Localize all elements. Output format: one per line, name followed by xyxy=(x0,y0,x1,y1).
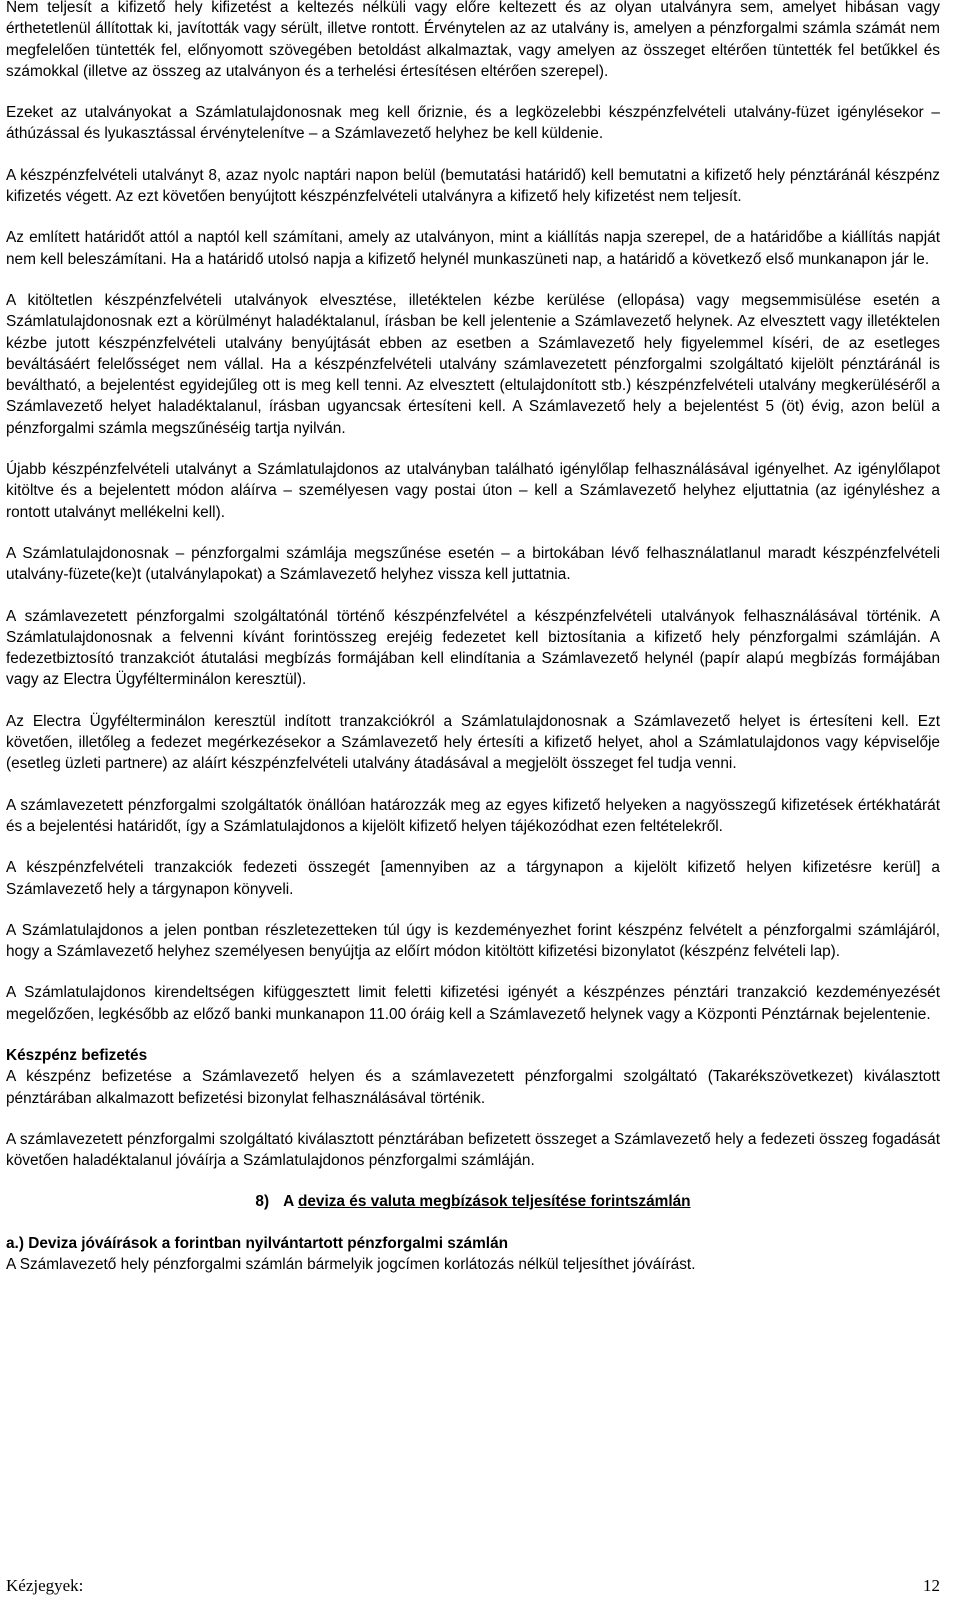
paragraph-withdrawal-slip: A Számlatulajdonos a jelen pontban részletezetteken túl úgy is kezdeményezhet forint készpénz felvételt a pénzforgalmi számlájáról, hogy a Számlavezető helyhez személyesen benyújtja az előírt módon kitöltött kifizetési bizonylatot (készpénz felvételi lap). xyxy=(6,921,940,961)
paragraph-cash-withdrawal: A számlavezetett pénzforgalmi szolgáltatónál történő készpénzfelvétel a készpénzfelvételi utalványok felhasználásával történik. A Számlatulajdonosnak a felvenni kívánt forintösszeg erejéig fedezetet kell biztosítania a kifizető hely pénzforgalmi számláján. A fedezetbiztosító tranzakciót átutalási megbízás formájában kell elindítania a Számlavezető helynél (papír alapú megbízás formájában vagy az Electra Ügyfélterminálon keresztül). xyxy=(6,607,940,689)
section-title-underlined: deviza és valuta megbízások teljesítése forintszámlán xyxy=(297,1193,691,1211)
paragraph-subsection-a: A Számlavezető hely pénzforgalmi számlán bármelyik jogcímen korlátozás nélkül teljesíthet jóváírást. xyxy=(6,1256,696,1274)
paragraph-lost-vouchers: A kitöltetlen készpénzfelvételi utalványok elvesztése, illetéktelen kézbe kerülése (ellopása) vagy megsemmisülése esetén a Számlatulajdonosnak ezt a körülményt haladéktalanul, írásban be kell jelentenie a Számlavezető helynek. Az elvesztett vagy illetéktelen kézbe jutott készpénzfelvételi utalvány benyújtását ebben az esetben a Számlavezető hely figyelemmel kíséri, de az esetleges beváltásáért felelősséget nem vállal. Ha a készpénzfelvételi utalvány számlavezetett pénzforgalmi szolgáltató kijelölt pénztáránál is beváltható, a bejelentést egyidejűleg ott is meg kell tenni. Az elvesztett (eltulajdonított stb.) készpénzfelvételi utalvány megkerüléséről a Számlavezető helyet haladéktalanul, írásban ugyancsak értesíteni kell. A Számlavezető hely a bejelentést 5 (öt) évig, azon belül a pénzforgalmi számla megszűnéséig tartja nyilván. xyxy=(6,291,940,437)
section-title-prefix: A xyxy=(283,1193,294,1211)
paragraph-new-vouchers: Újabb készpénzfelvételi utalványt a Számlatulajdonos az utalványban található igénylőlap felhasználásával igényelhet. Az igénylőlapot kitöltve és a bejelentett módon aláírva – személyesen vagy postai úton – kell a Számlavezető helyhez eljuttatnia (az igényléshez a rontott utalványt mellékelni kell). xyxy=(6,461,940,521)
paragraph-invalid-vouchers: Nem teljesít a kifizető hely kifizetést a keltezés nélküli vagy előre keltezett és az olyan utalványra sem, amelyet hibásan vagy érthetetlenül állítottak ki, javították vagy sérült, illetve rontott. Érvénytelen az az utalvány is, amelyen a pénzforgalmi számla számát nem megfelelően tüntették fel, előnyomott szövegében betoldást alkalmaztak, vagy amelyen az összeget eltérően tüntették fel betűkkel és számokkal (illetve az összeg az utalványon és a terhelési értesítésen eltérően szerepel). xyxy=(6,0,940,80)
page-number: 12 xyxy=(923,1576,940,1595)
paragraph-deadline-calculation: Az említett határidőt attól a naptól kell számítani, amely az utalványon, mint a kiállítás napja szerepel, de a határidőbe a kiállítás napját nem kell beleszámítani. Ha a határidő utolsó napja a kifizető helynél munkaszüneti nap, a határidő a következő első munkanapon jár le. xyxy=(6,229,940,268)
paragraph-cash-deposit: A készpénz befizetése a Számlavezető helyen és a számlavezetett pénzforgalmi szolgáltató (Takarékszövetkezet) kiválasztott pénztárában alkalmazott befizetési bizonylat felhasználásával történik. xyxy=(6,1068,940,1107)
paragraph-electra-terminal: Az Electra Ügyfélterminálon keresztül indított tranzakciókról a Számlatulajdonosnak a Számlavezető helyet is értesíteni kell. Ezt követően, illetőleg a fedezet megérkezésekor a Számlavezető hely értesíti a kifizető helyet, ahol a Számlatulajdonos vagy képviselője (esetleg üzleti partnere) az aláírt készpénzfelvételi utalvány átadásával a megjelölt összeget fel tudja venni. xyxy=(6,712,940,773)
page-footer xyxy=(6,1576,940,1596)
paragraph-keep-vouchers: Ezeket az utalványokat a Számlatulajdonosnak meg kell őriznie, és a legközelebbi készpénzfelvételi utalvány-füzet igénylésekor – áthúzással és lyukasztással érvénytelenítve – a Számlavezető helyhez be kell küldenie. xyxy=(6,104,940,143)
paragraph-limit-notice: A Számlatulajdonos kirendeltségen kifüggesztett limit feletti kifizetési igényét a készpénzes pénztári tranzakció kezdeményezését megelőzően, legkésőbb az előző banki munkanapon 11.00 óráig kell a Számlavezető helynek vagy a Központi Pénztárnak bejelentenie. xyxy=(6,984,940,1023)
subsection-a-heading: a.) Deviza jóváírások a forintban nyilvántartott pénzforgalmi számlán xyxy=(6,1234,509,1252)
paragraph-booking: A készpénzfelvételi tranzakciók fedezeti összegét [amennyiben az a tárgynapon a kijelölt kifizető helyen kifizetésre kerül] a Számlavezető hely a tárgynapon könyveli. xyxy=(6,859,940,898)
document-body xyxy=(6,0,940,1295)
section-number: 8) xyxy=(255,1193,270,1211)
paragraph-presentation-deadline: A készpénzfelvételi utalványt 8, azaz nyolc naptári napon belül (bemutatási határidő) kell bemutatni a kifizető hely pénztáránál készpénz kifizetés végett. Az ezt követően benyújtott készpénzfelvételi utalványra a kifizető hely kifizetést nem teljesít. xyxy=(6,166,940,206)
initials-label: Kézjegyek: xyxy=(6,1576,84,1595)
cash-deposit-heading: Készpénz befizetés xyxy=(6,1046,148,1064)
paragraph-large-withdrawals: A számlavezetett pénzforgalmi szolgáltatók önállóan határozzák meg az egyes kifizető helyeken a nagyösszegű kifizetések értékhatárát és a bejelentési határidőt, így a Számlatulajdonos a kijelölt kifizető helyen tájékozódhat ezen feltételekről. xyxy=(6,796,940,835)
section-8-title xyxy=(6,1191,940,1212)
paragraph-return-vouchers: A Számlatulajdonosnak – pénzforgalmi számlája megszűnése esetén – a birtokában lévő felhasználatlanul maradt készpénzfelvételi utalvány-füzete(ke)t (utalványlapokat) a Számlavezető helyhez vissza kell juttatnia. xyxy=(6,544,940,584)
paragraph-deposit-crediting: A számlavezetett pénzforgalmi szolgáltató kiválasztott pénztárában befizetett összeget a Számlavezető hely a fedezeti összeg fogadását követően haladéktalanul jóváírja a Számlatulajdonos pénzforgalmi számláján. xyxy=(6,1130,940,1170)
